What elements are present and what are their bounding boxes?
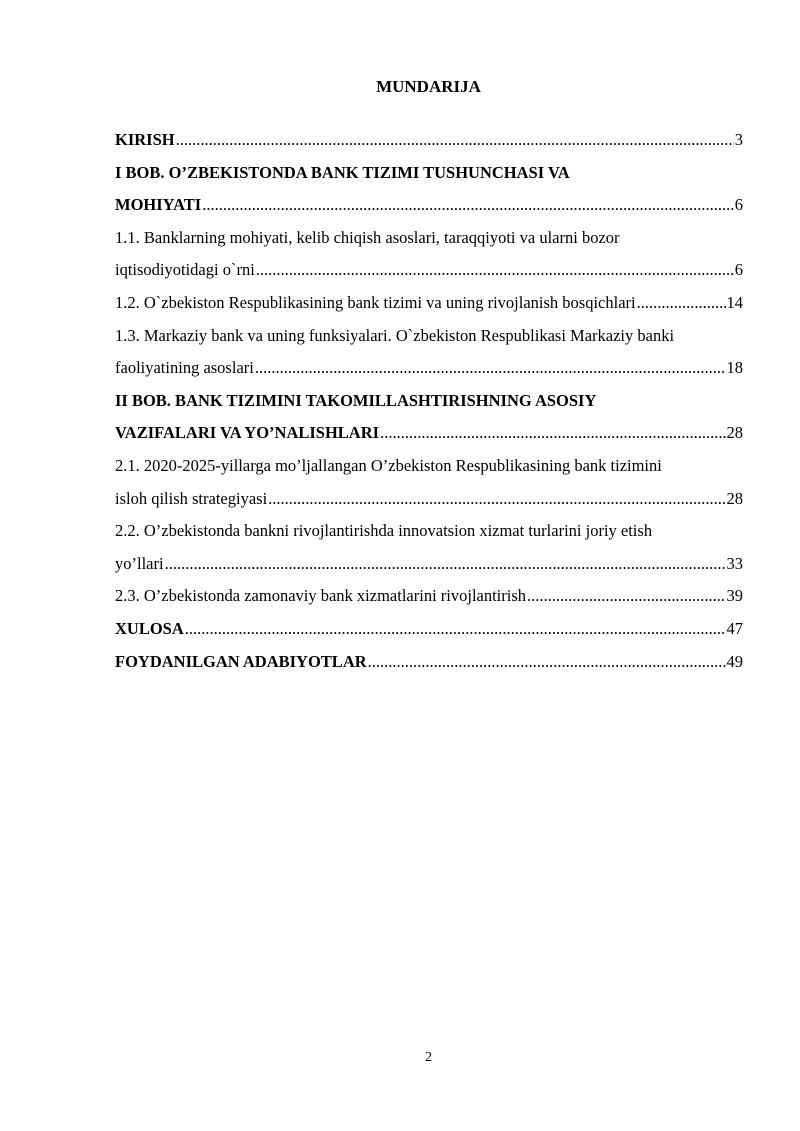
toc-entry-title: 2.2. O’zbekistonda bankni rivojlantirishda innovatsion xizmat turlarini joriy etish [115,521,653,541]
toc-entry-title: 2.3. O’zbekistonda zamonaviy bank xizmatlarini rivojlantirish [115,586,527,606]
toc-page-number: 33 [726,553,743,573]
toc-entry-title: yo’llari [115,553,164,573]
toc-page-number: 49 [726,651,743,671]
toc-entry-2-1-line2[interactable] [115,483,743,516]
toc-leader-dots [165,548,726,581]
page-number: 2 [425,1050,432,1065]
table-of-contents [115,124,743,678]
toc-title: MUNDARIJA [376,77,481,96]
toc-entry-2-3[interactable] [115,580,743,613]
toc-entry-1-3-line2[interactable] [115,352,743,385]
toc-entry-title: 1.1. Banklarning mohiyati, kelib chiqish asoslari, taraqqiyoti va ularni bozor [115,227,620,247]
toc-page-number: 47 [726,618,743,638]
toc-entry-title: I BOB. O’ZBEKISTONDA BANK TIZIMI TUSHUNCHASI VA [115,162,570,182]
toc-entry-1-3-line1[interactable] [115,320,743,353]
toc-entry-kirish[interactable] [115,124,743,157]
toc-page-number: 28 [726,423,743,443]
toc-entry-title: VAZIFALARI VA YO’NALISHLARI [115,423,380,443]
toc-entry-bob2-line2[interactable] [115,417,743,450]
toc-entry-bob2-line1[interactable] [115,385,743,418]
toc-entry-1-1-line2[interactable] [115,254,743,287]
toc-entry-title: 2.1. 2020-2025-yillarga mo’ljallangan O’zbekiston Respublikasining bank tizimini [115,455,662,475]
toc-entry-2-2-line1[interactable] [115,515,743,548]
toc-entry-1-1-line1[interactable] [115,222,743,255]
toc-entry-title: 1.2. O`zbekiston Respublikasining bank tizimi va uning rivojlanish bosqichlari [115,292,636,312]
toc-entry-2-2-line2[interactable] [115,548,743,581]
toc-page-number: 6 [734,195,743,215]
toc-leader-dots [527,580,725,613]
toc-entry-xulosa[interactable] [115,613,743,646]
toc-entry-title: 1.3. Markaziy bank va uning funksiyalari. O`zbekiston Respublikasi Markaziy banki [115,325,675,345]
toc-leader-dots [637,287,726,320]
toc-page-number: 18 [726,358,743,378]
toc-leader-dots [368,646,726,679]
toc-entry-title: KIRISH [115,130,175,149]
toc-entry-title: FOYDANILGAN ADABIYOTLAR [115,651,367,671]
toc-entry-1-2[interactable] [115,287,743,320]
toc-leader-dots [380,417,725,450]
toc-leader-dots [255,352,726,385]
toc-leader-dots [256,254,734,287]
toc-leader-dots [202,189,734,222]
toc-page-number: 28 [726,488,743,508]
toc-page-number: 14 [726,292,743,312]
toc-page-number: 39 [726,586,743,606]
toc-leader-dots [268,483,725,516]
toc-entry-2-1-line1[interactable] [115,450,743,483]
toc-entry-title: MOHIYATI [115,195,202,215]
toc-entry-title: faoliyatining asoslari [115,358,254,378]
toc-entry-bob1-line2[interactable] [115,189,743,222]
toc-entry-title: II BOB. BANK TIZIMINI TAKOMILLASHTIRISHNING ASOSIY [115,390,597,410]
toc-entry-title: isloh qilish strategiyasi [115,488,268,508]
toc-entry-adabiyotlar[interactable] [115,646,743,679]
toc-page-number: 6 [734,260,743,280]
toc-leader-dots [176,124,734,157]
toc-entry-title: iqtisodiyotidagi o`rni [115,260,255,280]
toc-page-number: 3 [734,130,743,149]
toc-entry-title: XULOSA [115,618,184,638]
toc-leader-dots [185,613,726,646]
toc-entry-bob1-line1[interactable] [115,157,743,190]
